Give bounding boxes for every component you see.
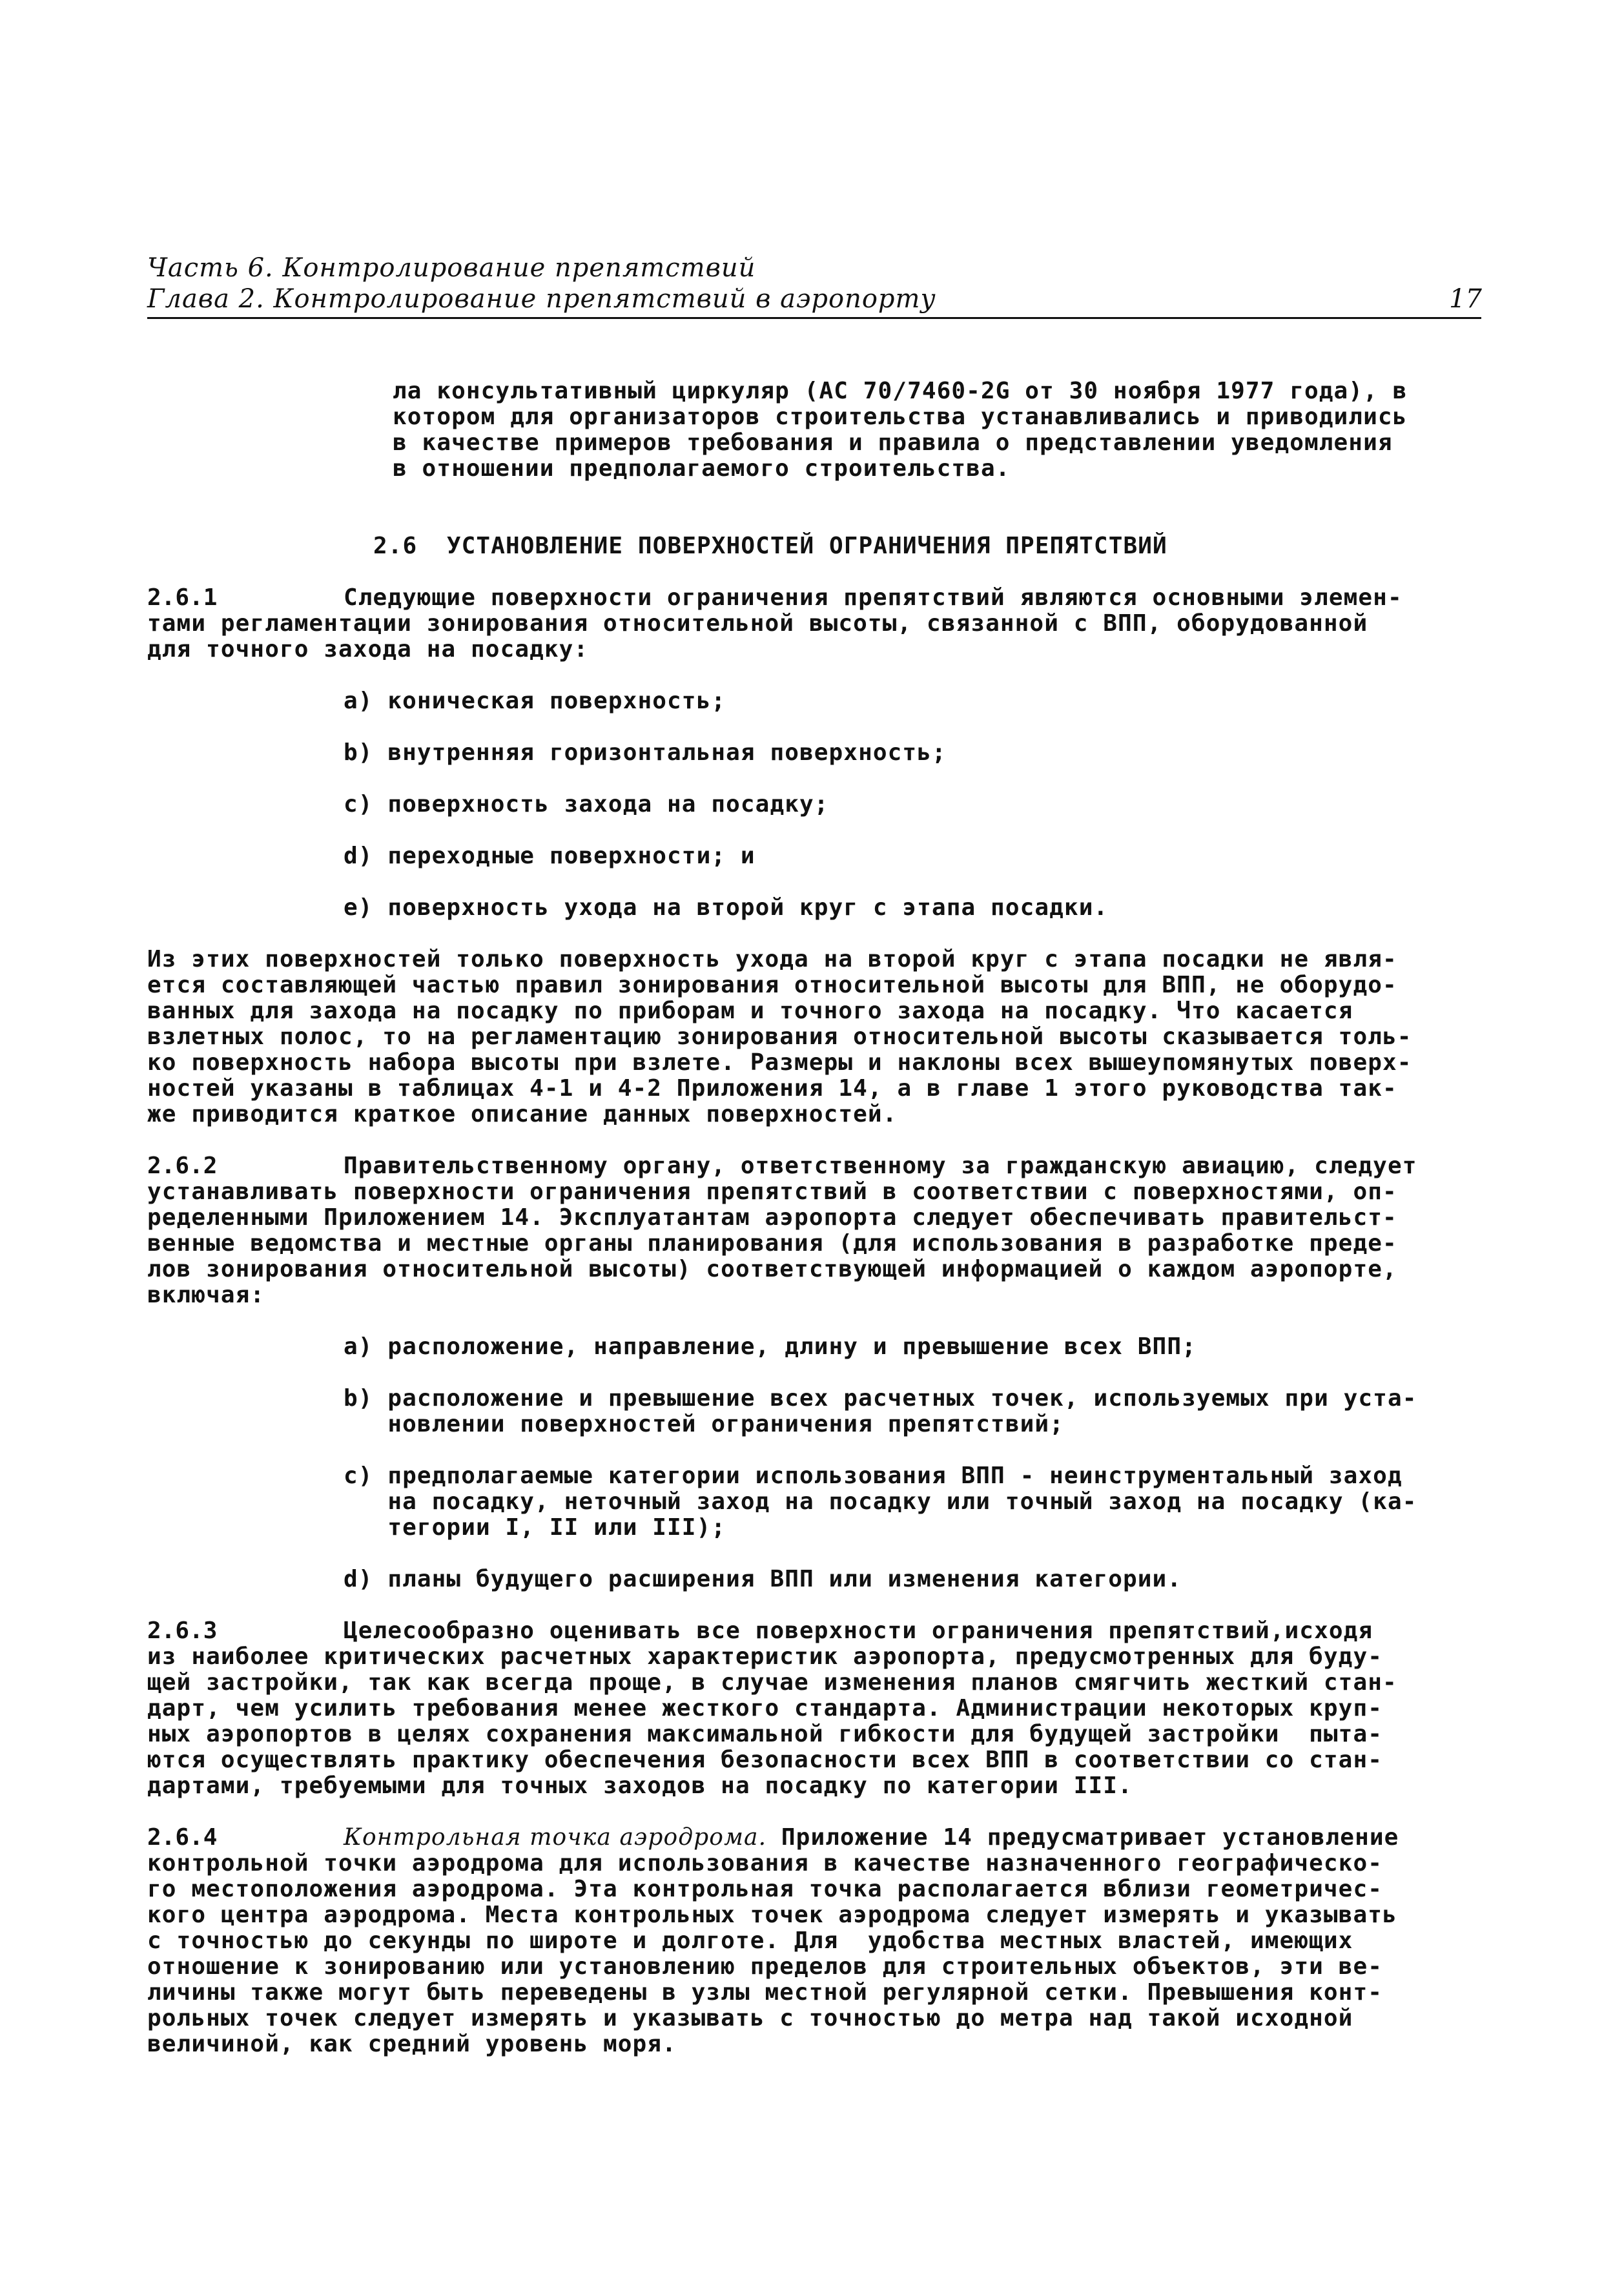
paragraph-number: 2.6.3 xyxy=(147,1618,218,1644)
paragraph-line: Из этих поверхностей только поверхность ухода на второй круг с этапа посадки не явля- xyxy=(147,946,1397,972)
paragraph-line: ределенными Приложением 14. Эксплуатантам аэропорта следует обеспечивать правительст- xyxy=(147,1204,1397,1231)
paragraph-line: ются осуществлять практику обеспечения безопасности всех ВПП в соответствии со стан- xyxy=(147,1747,1383,1773)
list-item: d) переходные поверхности; и xyxy=(344,843,755,869)
intro-line: в качестве примеров требования и правила о представлении уведомления xyxy=(393,429,1393,456)
paragraph-line: контрольной точки аэродрома для использования в качестве назначенного географическо- xyxy=(147,1850,1383,1876)
paragraph-line: го местоположения аэродрома. Эта контрольная точка располагается вблизи геометричес- xyxy=(147,1876,1383,1902)
page-number: 17 xyxy=(1449,284,1482,314)
running-header-part: Часть 6. Контролирование препятствий xyxy=(147,253,756,283)
paragraph-line: рольных точек следует измерять и указывать с точностью до метра над такой исходной xyxy=(147,2005,1353,2031)
paragraph-line: ных аэропортов в целях сохранения максимальной гибкости для будущей застройки пыта- xyxy=(147,1721,1383,1747)
paragraph-line: дартами, требуемыми для точных заходов на посадку по категории III. xyxy=(147,1773,1133,1799)
paragraph-line: дарт, чем усилить требования менее жесткого стандарта. Администрации некоторых круп- xyxy=(147,1695,1383,1721)
paragraph-line: взлетных полос, то на регламентацию зонирования относительной высоты сказывается толь- xyxy=(147,1023,1412,1050)
list-item: a) расположение, направление, длину и превышение всех ВПП; xyxy=(344,1333,1197,1360)
list-item-continuation: новлении поверхностей ограничения препятствий; xyxy=(344,1411,1064,1437)
paragraph-line: включая: xyxy=(147,1282,265,1308)
paragraph-number: 2.6.2 xyxy=(147,1153,218,1179)
paragraph-line: венные ведомства и местные органы планирования (для использования в разработке преде- xyxy=(147,1230,1397,1257)
header-rule xyxy=(147,317,1481,319)
paragraph-line: личины также могут быть переведены в узлы местной регулярной сетки. Превышения конт- xyxy=(147,1979,1383,2006)
list-item: e) поверхность ухода на второй круг с этапа посадки. xyxy=(344,894,1109,921)
paragraph-line: щей застройки, так как всегда проще, в случае изменения планов смягчить жесткий стан- xyxy=(147,1669,1397,1696)
intro-line: в отношении предполагаемого строительства. xyxy=(393,455,1011,482)
intro-line: котором для организаторов строительства устанавливались и приводились xyxy=(393,404,1408,430)
paragraph-line: Следующие поверхности ограничения препятствий являются основными элемен- xyxy=(344,584,1403,611)
paragraph-line: Правительственному органу, ответственному за гражданскую авиацию, следует xyxy=(344,1153,1417,1179)
paragraph-line: ностей указаны в таблицах 4-1 и 4-2 Приложения 14, а в главе 1 этого руководства так- xyxy=(147,1075,1397,1102)
running-header-chapter: Глава 2. Контролирование препятствий в аэропорту xyxy=(147,284,936,314)
paragraph-line: ванных для захода на посадку по приборам и точного захода на посадку. Что касается xyxy=(147,998,1353,1024)
paragraph-line: ко поверхность набора высоты при взлете. Размеры и наклоны всех вышеупомянутых поверх- xyxy=(147,1049,1412,1076)
paragraph-line: ется составляющей частью правил зонирования относительной высоты для ВПП, не оборудо- xyxy=(147,972,1397,998)
paragraph-number: 2.6.4 xyxy=(147,1824,218,1851)
paragraph-title: Контрольная точка аэродрома. xyxy=(344,1824,767,1851)
paragraph-line: тами регламентации зонирования относительной высоты, связанной с ВПП, оборудованной xyxy=(147,610,1368,637)
list-item: a) коническая поверхность; xyxy=(344,688,726,714)
list-item: c) поверхность захода на посадку; xyxy=(344,791,829,817)
paragraph-line: из наиболее критических расчетных характеристик аэропорта, предусмотренных для буду- xyxy=(147,1643,1383,1670)
paragraph-number: 2.6.1 xyxy=(147,584,218,611)
paragraph-line: кого центра аэродрома. Места контрольных точек аэродрома следует измерять и указывать xyxy=(147,1902,1397,1928)
intro-line: ла консультативный циркуляр (АС 70/7460-2G от 30 ноября 1977 года), в xyxy=(393,378,1408,404)
list-item: d) планы будущего расширения ВПП или изменения категории. xyxy=(344,1566,1182,1592)
section-heading: 2.6 УСТАНОВЛЕНИЕ ПОВЕРХНОСТЕЙ ОГРАНИЧЕНИЯ ПРЕПЯТСТВИЙ xyxy=(373,533,1167,559)
paragraph-line: для точного захода на посадку: xyxy=(147,636,589,663)
paragraph-line: отношение к зонированию или установлению пределов для строительных объектов, эти ве- xyxy=(147,1953,1383,1980)
list-item: b) внутренняя горизонтальная поверхность; xyxy=(344,739,947,766)
paragraph-line: с точностью до секунды по широте и долготе. Для удобства местных властей, имеющих xyxy=(147,1927,1353,1954)
paragraph-text: Приложение 14 предусматривает установление xyxy=(766,1824,1399,1851)
paragraph-line: лов зонирования относительной высоты) соответствующей информацией о каждом аэропорте, xyxy=(147,1256,1397,1282)
paragraph-line: Целесообразно оценивать все поверхности ограничения препятствий,исходя xyxy=(344,1618,1373,1644)
list-item: c) предполагаемые категории использования ВПП - неинструментальный заход xyxy=(344,1463,1403,1489)
paragraph-first-line xyxy=(344,1825,1399,1851)
paragraph-line: величиной, как средний уровень моря. xyxy=(147,2031,677,2057)
list-item-continuation: тегории I, II или III); xyxy=(344,1514,726,1541)
paragraph-line: же приводится краткое описание данных поверхностей. xyxy=(147,1101,898,1127)
paragraph-line: устанавливать поверхности ограничения препятствий в соответствии с поверхностями, оп- xyxy=(147,1178,1397,1205)
list-item: b) расположение и превышение всех расчетных точек, используемых при уста- xyxy=(344,1385,1417,1412)
list-item-continuation: на посадку, неточный заход на посадку или точный заход на посадку (ка- xyxy=(344,1488,1417,1515)
